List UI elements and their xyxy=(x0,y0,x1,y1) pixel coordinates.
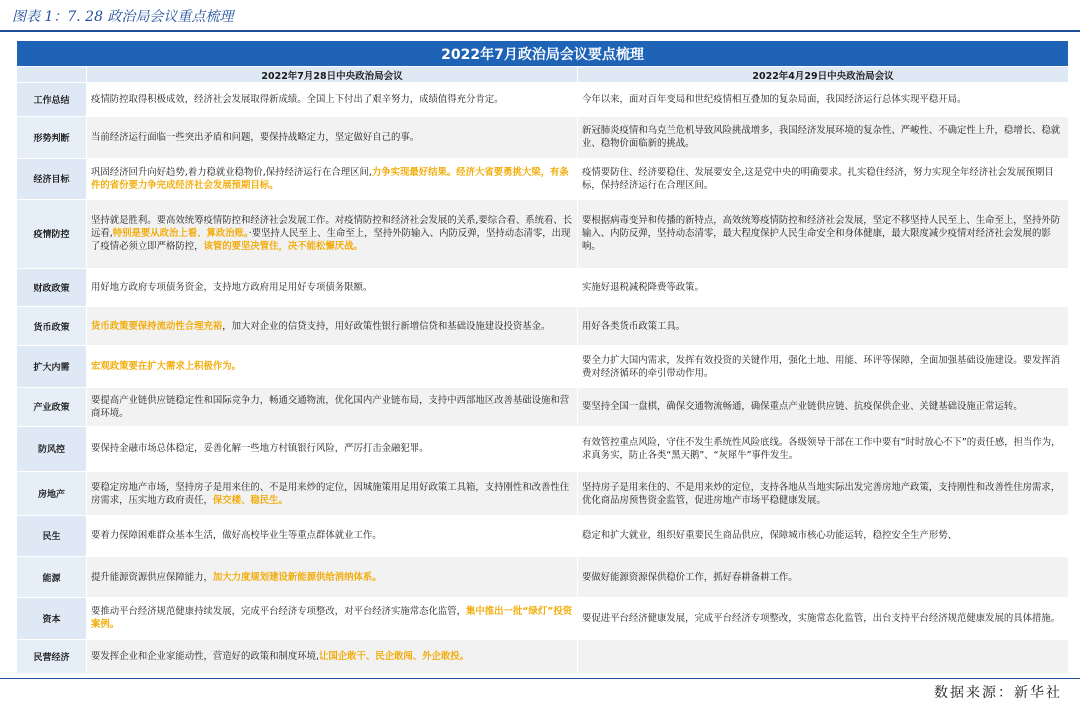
cell-apr-meeting xyxy=(578,158,1069,199)
row-category: 产业政策 xyxy=(17,387,87,426)
cell-apr-meeting xyxy=(578,199,1069,268)
text-segment: 新冠肺炎疫情和乌克兰危机导致风险挑战增多，我国经济发展环境的复杂性、严峻性、不确定性上升，稳增长、稳就业、稳物价面临新的挑战。 xyxy=(582,125,1061,150)
text-segment: 巩固经济回升向好趋势,着力稳就业稳物价,保持经济运行在合理区间, xyxy=(91,166,372,178)
cell-apr-meeting xyxy=(578,426,1069,472)
cell-jul-meeting xyxy=(87,557,578,598)
text-segment: 要做好能源资源保供稳价工作，抓好春耕备耕工作。 xyxy=(582,571,798,583)
highlighted-text: 力争实现最好结果。经济大省要勇挑大梁，有条件的省份要力争完成经济社会发展预期目标。 xyxy=(91,166,569,191)
row-category: 资本 xyxy=(17,598,87,639)
cell-apr-meeting xyxy=(578,346,1069,387)
cell-jul-meeting xyxy=(87,472,578,516)
row-category: 房地产 xyxy=(17,472,87,516)
header-blank-cell xyxy=(17,67,87,83)
cell-apr-meeting xyxy=(578,472,1069,516)
table-row xyxy=(17,268,1069,307)
cell-apr-meeting xyxy=(578,307,1069,346)
table-row xyxy=(17,83,1069,117)
text-segment: 要稳定房地产市场，坚持房子是用来住的、不是用来炒的定位，因城施策用足用好政策工具箱，支持刚性和改善性住房需求，压实地方政府责任， xyxy=(91,481,570,506)
highlighted-text: 集中推出一批“绿灯”投资案例。 xyxy=(91,606,573,631)
text-segment: 当前经济运行面临一些突出矛盾和问题，要保持战略定力，坚定做好自己的事。 xyxy=(91,131,420,143)
highlighted-text: 让国企敢干、民企敢闯、外企敢投。 xyxy=(318,650,469,662)
cell-jul-meeting xyxy=(87,346,578,387)
cell-jul-meeting xyxy=(87,639,578,673)
text-segment: 要发挥企业和企业家能动性，营造好的政策和制度环境, xyxy=(91,650,319,662)
cell-jul-meeting xyxy=(87,158,578,199)
cell-jul-meeting xyxy=(87,307,578,346)
table-row xyxy=(17,557,1069,598)
table-row xyxy=(17,346,1069,387)
text-segment: 要保持金融市场总体稳定，妥善化解一些地方村镇银行风险，严厉打击金融犯罪。 xyxy=(91,443,429,455)
text-segment: 坚持就是胜利。要高效统筹疫情防控和经济社会发展工作。对疫情防控和经济社会发展的关系,要综合看、系统看、长远看, xyxy=(91,215,573,240)
text-segment: 要提高产业链供应链稳定性和国际竞争力，畅通交通物流，优化国内产业链布局，支持中西部地区改善基础设施和营商环境。 xyxy=(91,394,570,419)
text-segment: ·要坚持人民至上、生命至上，坚持外防输入、内防反弹，坚持动态清零，出现了疫情必须立即严格防控， xyxy=(91,228,571,253)
text-segment: 稳定和扩大就业，组织好重要民生商品供应，保障城市核心功能运转，稳控安全生产形势、 xyxy=(582,530,958,542)
source-note: 数据来源：新华社 xyxy=(934,685,1062,701)
row-category: 形势判断 xyxy=(17,117,87,158)
table-row xyxy=(17,117,1069,158)
cell-jul-meeting xyxy=(87,598,578,639)
highlighted-text: 特别是要从政治上看、算政治账。 xyxy=(112,228,249,240)
table-row xyxy=(17,598,1069,639)
cell-apr-meeting xyxy=(578,117,1069,158)
cell-apr-meeting xyxy=(578,557,1069,598)
table-row xyxy=(17,472,1069,516)
text-segment: ，加大对企业的信贷支持，用好政策性银行新增信贷和基础设施建设投资基金。 xyxy=(222,320,551,332)
highlighted-text: 保交楼、稳民生。 xyxy=(212,494,288,506)
row-category: 扩大内需 xyxy=(17,346,87,387)
text-segment: 疫情要防住、经济要稳住、发展要安全,这是党中央的明确要求。扎实稳住经济，努力实现全年经济社会发展预期目标，保持经济运行在合理区间。 xyxy=(582,166,1054,191)
row-category: 货币政策 xyxy=(17,307,87,346)
text-segment: 用好各类货币政策工具。 xyxy=(582,320,686,332)
text-segment: 实施好退税减税降费等政策。 xyxy=(582,281,704,293)
cell-apr-meeting xyxy=(578,639,1069,673)
cell-jul-meeting xyxy=(87,387,578,426)
cell-jul-meeting xyxy=(87,199,578,268)
text-segment: 要推动平台经济规范健康持续发展，完成平台经济专项整改，对平台经济实施常态化监管， xyxy=(91,606,467,618)
cell-apr-meeting xyxy=(578,598,1069,639)
row-category: 民生 xyxy=(17,515,87,556)
col-header-apr: 2022年4月29日中央政治局会议 xyxy=(578,67,1069,83)
table-row xyxy=(17,158,1069,199)
table-row xyxy=(17,307,1069,346)
row-category: 经济目标 xyxy=(17,158,87,199)
text-segment: 今年以来，面对百年变局和世纪疫情相互叠加的复杂局面，我国经济运行总体实现平稳开局。 xyxy=(582,94,967,106)
text-segment: 用好地方政府专项债务资金，支持地方政府用足用好专项债务限额。 xyxy=(91,281,373,293)
row-category: 疫情防控 xyxy=(17,199,87,268)
row-category: 民营经济 xyxy=(17,639,87,673)
cell-apr-meeting xyxy=(578,268,1069,307)
text-segment: 有效管控重点风险，守住不发生系统性风险底线。各级领导干部在工作中要有“时时放心不下”的责任感，担当作为，求真务实，防止各类“黑天鹅”、“灰犀牛”事件发生。 xyxy=(582,436,1061,461)
table-row xyxy=(17,515,1069,556)
table-title: 2022年7月政治局会议要点梳理 xyxy=(17,41,1069,67)
table-row xyxy=(17,199,1069,268)
text-segment: 要根据病毒变异和传播的新特点，高效统筹疫情防控和经济社会发展，坚定不移坚持人民至上、生命至上，坚持外防输入、内防反弹，坚持动态清零，最大程度保护人民生命安全和身体健康，最大限度减少疫情对经济社会发展的影响。 xyxy=(582,215,1061,253)
text-segment: 要全力扩大国内需求，发挥有效投资的关键作用，强化土地、用能、环评等保障，全面加强基础设施建设。要发挥消费对经济循环的牵引带动作用。 xyxy=(582,354,1061,379)
cell-jul-meeting xyxy=(87,117,578,158)
figure-title: 图表 1：7. 28 政治局会议重点梳理 xyxy=(12,9,234,25)
highlighted-text: 加大力度规划建设新能源供给消纳体系。 xyxy=(212,571,382,583)
table-row xyxy=(17,426,1069,472)
policy-table xyxy=(16,40,1069,674)
text-segment: 要坚持全国一盘棋，确保交通物流畅通，确保重点产业链供应链、抗疫保供企业、关键基础设施正常运转。 xyxy=(582,401,1023,413)
row-category: 能源 xyxy=(17,557,87,598)
text-segment: 坚持房子是用来住的、不是用来炒的定位，支持各地从当地实际出发完善房地产政策，支持刚性和改善性住房需求，优化商品房预售资金监管，促进房地产市场平稳健康发展。 xyxy=(582,481,1061,506)
cell-apr-meeting xyxy=(578,387,1069,426)
text-segment: 疫情防控取得积极成效，经济社会发展取得新成绩。全国上下付出了艰辛努力，成绩值得充分肯定。 xyxy=(91,94,504,106)
table-row xyxy=(17,387,1069,426)
text-segment: 要促进平台经济健康发展，完成平台经济专项整改，实施常态化监管，出台支持平台经济规范健康发展的具体措施。 xyxy=(582,612,1061,624)
cell-jul-meeting xyxy=(87,268,578,307)
row-category: 工作总结 xyxy=(17,83,87,117)
highlighted-text: 宏观政策要在扩大需求上积极作为。 xyxy=(91,361,242,372)
title-rule xyxy=(0,30,1080,32)
text-segment: 提升能源资源供应保障能力， xyxy=(91,571,213,583)
cell-jul-meeting xyxy=(87,83,578,117)
col-header-jul: 2022年7月28日中央政治局会议 xyxy=(87,67,578,83)
row-category: 防风控 xyxy=(17,426,87,472)
cell-jul-meeting xyxy=(87,515,578,556)
cell-apr-meeting xyxy=(578,515,1069,556)
table-body xyxy=(17,83,1069,674)
footer-rule xyxy=(0,678,1080,679)
highlighted-text: 货币政策要保持流动性合理充裕 xyxy=(91,320,223,332)
text-segment: 要着力保障困难群众基本生活，做好高校毕业生等重点群体就业工作。 xyxy=(91,530,382,542)
cell-apr-meeting xyxy=(578,83,1069,117)
cell-jul-meeting xyxy=(87,426,578,472)
row-category: 财政政策 xyxy=(17,268,87,307)
highlighted-text: 该管的要坚决管住，决不能松懈厌战。 xyxy=(203,241,363,253)
table-row xyxy=(17,639,1069,673)
